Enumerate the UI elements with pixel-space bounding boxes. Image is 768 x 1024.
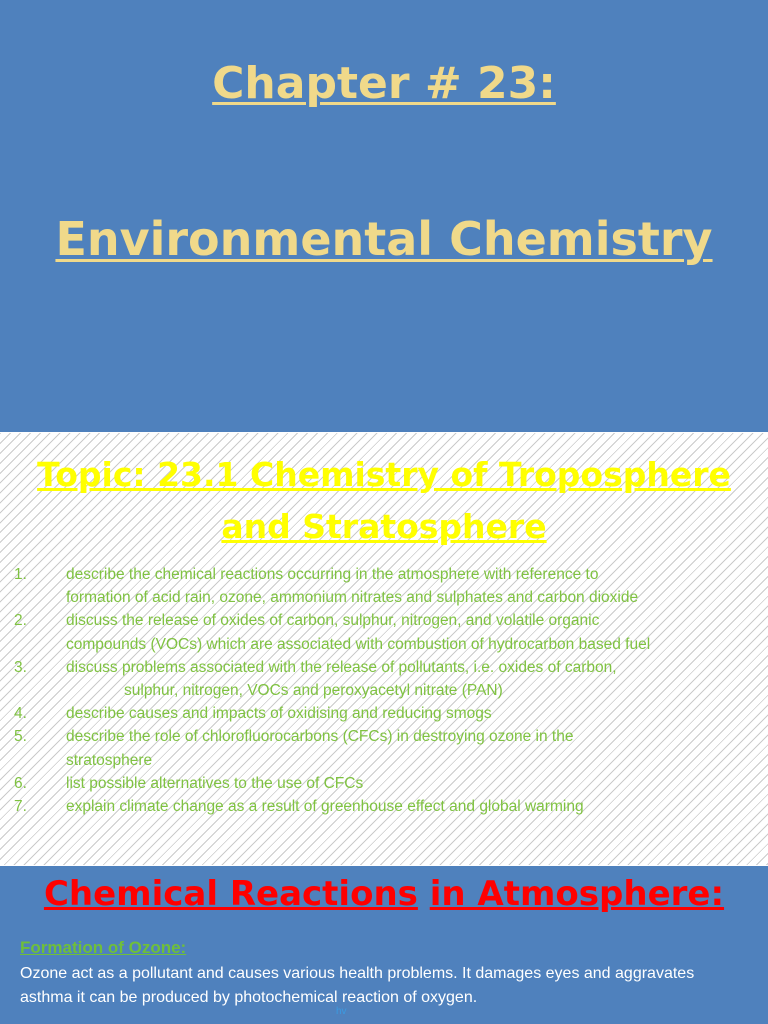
heading-part-1: Chemical Reactions [43, 874, 418, 914]
objective-text: describe the chemical reactions occurring in the atmosphere with reference to [66, 566, 599, 583]
objective-item [0, 656, 768, 702]
subheading-formation-of-ozone: Formation of Ozone: [20, 938, 187, 957]
objective-text: discuss the release of oxides of carbon, sulphur, nitrogen, and volatile organic [66, 612, 600, 630]
chapter-number-title: Chapter # 23: [212, 58, 556, 109]
objective-item [0, 725, 768, 771]
objective-text: describe causes and impacts of oxidising and reducing smogs [66, 705, 492, 723]
slide-topic-objectives [0, 433, 768, 865]
objective-text: sulphur, nitrogen, VOCs and peroxyacetyl nitrate (PAN) [124, 682, 503, 700]
objective-text: formation of acid rain, ozone, ammonium nitrates and sulphates and carbon dioxide [66, 589, 639, 607]
objective-item [0, 563, 768, 609]
chapter-name-title: Environmental Chemistry [55, 212, 713, 266]
equation-label: hv [336, 1006, 347, 1017]
topic-heading: Topic: 23.1 Chemistry of Troposphere and Stratosphere [37, 455, 731, 546]
objective-number: 6. [14, 774, 27, 792]
objective-number: 2. [14, 612, 27, 630]
objective-number: 1. [14, 566, 27, 583]
objective-text: stratosphere [66, 751, 153, 769]
objective-item [0, 702, 768, 725]
ozone-description: Ozone act as a pollutant and causes various health problems. It damages eyes and aggravates asthma it can be produced by photochemical reaction of oxygen. [20, 965, 695, 1006]
objective-number: 3. [14, 658, 27, 676]
slide-chemical-reactions [0, 866, 768, 1024]
objective-number: 5. [14, 728, 27, 746]
objectives-list [0, 563, 768, 818]
objective-number: 4. [14, 705, 27, 723]
slide-heading [0, 874, 768, 914]
objective-text: list possible alternatives to the use of CFCs [66, 774, 364, 792]
objective-text: explain climate change as a result of greenhouse effect and global warming [66, 798, 584, 816]
objective-number: 7. [14, 798, 27, 816]
heading-part-2: in Atmosphere: [429, 874, 725, 914]
objective-text: discuss problems associated with the release of pollutants, i.e. oxides of carbon, [66, 658, 617, 676]
objective-item [0, 795, 768, 818]
objective-text: describe the role of chlorofluorocarbons (CFCs) in destroying ozone in the [66, 728, 574, 746]
slide-chapter-title [0, 0, 768, 432]
objective-item [0, 609, 768, 655]
objective-item [0, 772, 768, 795]
objective-text: compounds (VOCs) which are associated with combustion of hydrocarbon based fuel [66, 635, 651, 653]
